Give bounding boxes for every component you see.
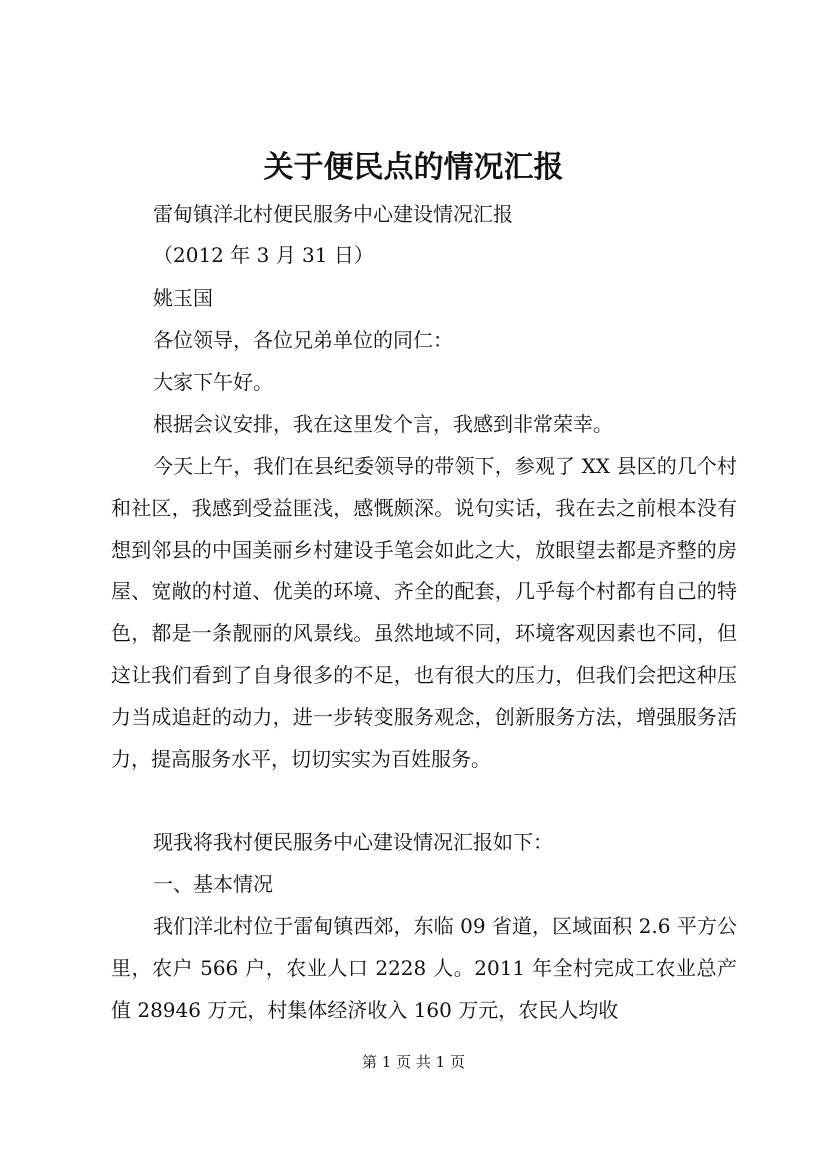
paragraph-visit: 今天上午，我们在县纪委领导的带领下，参观了 XX 县区的几个村和社区，我感到受益匪浅，感慨颇深。说句实话，我在去之前根本没有想到邻县的中国美丽乡村建设手笔会如此之大，放眼望去都是齐整的房屋、宽敞的村道、优美的环境、齐全的配套，几乎每个村都有自己的特色，都是一条靓丽的风景线。虽然地域不同，环境客观因素也不同，但这让我们看到了自身很多的不足，也有很大的压力，但我们会把这种压力当成追赶的动力，进一步转变服务观念，创新服务方法，增强服务活力，提高服务水平，切切实实为百姓服务。 [111, 454, 737, 771]
author-line: 姚玉国 [153, 286, 213, 310]
salutation-line: 各位领导，各位兄弟单位的同仁： [153, 328, 453, 352]
section-heading-basic: 一、基本情况 [153, 872, 273, 896]
greeting-line: 大家下午好。 [153, 370, 273, 394]
date-line: （2012 年 3 月 31 日） [153, 243, 374, 267]
page-footer: 第 1 页 共 1 页 [362, 1053, 465, 1071]
paragraph-report-intro: 现我将我村便民服务中心建设情况汇报如下： [153, 830, 553, 854]
subtitle-line: 雷甸镇洋北村便民服务中心建设情况汇报 [153, 202, 513, 226]
paragraph-basic-info: 我们洋北村位于雷甸镇西郊，东临 09 省道，区域面积 2.6 平方公里，农户 566 户，农业人口 2228 人。2011 年全村完成工农业总产值 28946 万元，村集体经济收入 160 万元，农民人均收 [111, 914, 737, 1022]
intro-line: 根据会议安排，我在这里发个言，我感到非常荣幸。 [153, 412, 613, 436]
document-title: 关于便民点的情况汇报 [263, 150, 564, 185]
